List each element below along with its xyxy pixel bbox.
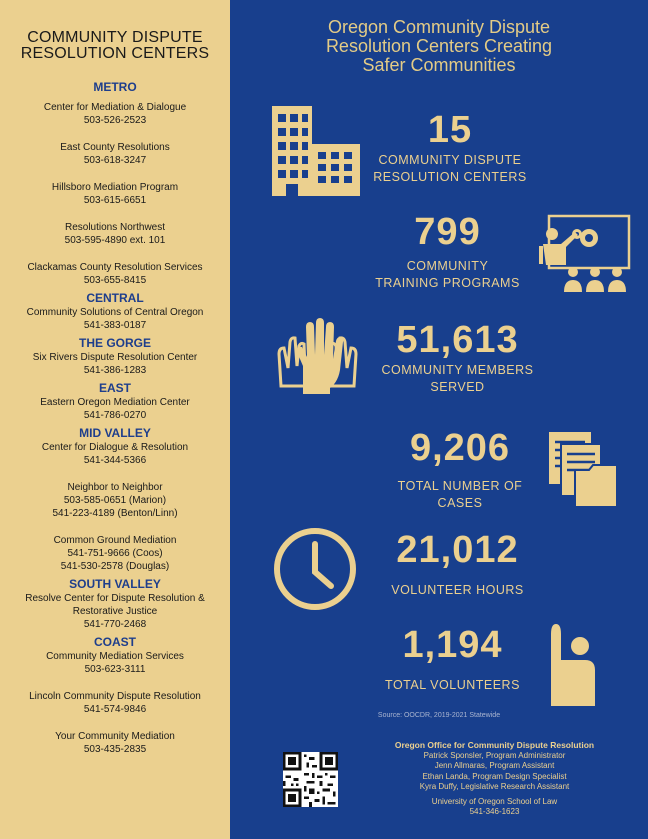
stat-training: [350, 212, 545, 292]
center-entry: [0, 534, 230, 573]
center-phone: 503-623-3111: [84, 664, 146, 675]
staff-line: Jenn Allmaras, Program Assistant: [434, 761, 555, 770]
center-phone: 541-751-9666 (Coos): [67, 548, 163, 559]
center-entry: [0, 650, 230, 676]
stat-label: RESOLUTION CENTERS: [373, 170, 527, 184]
region-heading: THE GORGE: [78, 336, 151, 350]
center-name: Resolutions Northwest: [64, 222, 166, 233]
center-entry: [0, 396, 230, 422]
center-phone: 541-386-1283: [83, 365, 147, 376]
case-files-icon: [547, 430, 622, 510]
center-entry: [0, 101, 230, 127]
directory-title: COMMUNITY DISPUTE RESOLUTION CENTERS: [20, 29, 210, 62]
region-heading: CENTRAL: [86, 291, 144, 305]
center-name: Six Rivers Dispute Resolution Center: [32, 352, 198, 363]
region-heading: METRO: [93, 80, 137, 94]
stat-label: TOTAL VOLUNTEERS: [385, 678, 520, 692]
center-phone: 503-585-0651 (Marion): [63, 495, 167, 506]
stat-number: 9,206: [409, 427, 511, 469]
center-entry: [0, 690, 230, 716]
center-name: Community Mediation Services: [46, 651, 184, 662]
stat-number: 51,613: [396, 319, 519, 361]
center-name: Your Community Mediation: [55, 731, 175, 742]
office-phone: 541-346-1623: [469, 807, 520, 816]
center-name: Community Solutions of Central Oregon: [26, 307, 204, 318]
center-entry: [0, 141, 230, 167]
region-heading: MID VALLEY: [79, 426, 151, 440]
center-entry: [0, 730, 230, 756]
university: University of Oregon School of Law: [431, 796, 558, 806]
stat-volunteer-hours: [365, 530, 550, 599]
center-phone: 503-618-3247: [83, 155, 147, 166]
center-phone: 541-786-0270: [83, 410, 147, 421]
center-phone: 503-435-2835: [83, 744, 147, 755]
raised-hand-volunteer-icon: [547, 620, 602, 708]
center-name: Common Ground Mediation: [53, 535, 177, 546]
center-name: Hillsboro Mediation Program: [51, 182, 179, 193]
region-heading: EAST: [98, 381, 131, 395]
source-note: Source: OOCDR, 2019-2021 Statewide: [377, 712, 501, 719]
staff-line: Kyra Duffy, Legislative Research Assistant: [419, 782, 570, 791]
stat-label: SERVED: [430, 380, 485, 394]
center-phone: 541-770-2468: [83, 619, 147, 630]
center-entry: [0, 441, 230, 467]
center-name: Resolve Center for Dispute Resolution &: [25, 593, 205, 604]
office-name: Oregon Office for Community Dispute Resolution: [394, 740, 595, 750]
center-entry: [0, 351, 230, 377]
stat-number: 1,194: [402, 624, 503, 666]
buildings-icon: [268, 104, 368, 197]
qr-code[interactable]: [283, 752, 338, 807]
center-directory: [0, 30, 230, 756]
center-entry: [0, 221, 230, 247]
stats-panel: [230, 0, 648, 839]
raised-hands-icon: [275, 316, 360, 396]
region-heading: COAST: [94, 635, 136, 649]
center-phone: 503-526-2523: [83, 115, 147, 126]
stat-label: CASES: [437, 496, 483, 510]
clock-icon: [272, 526, 358, 612]
center-entry: [0, 592, 230, 631]
office-contact: [342, 740, 647, 818]
center-name: Center for Dialogue & Resolution: [41, 442, 189, 453]
center-entry: [0, 481, 230, 520]
stat-cases: [370, 428, 550, 512]
training-presentation-icon: [537, 214, 632, 294]
stat-label: COMMUNITY DISPUTE: [378, 153, 522, 167]
center-name: East County Resolutions: [60, 142, 170, 153]
stat-label: COMMUNITY MEMBERS: [381, 363, 534, 377]
center-phone: 541-344-5366: [83, 455, 147, 466]
center-entry: [0, 306, 230, 332]
stat-label: VOLUNTEER HOURS: [391, 583, 524, 597]
center-phone: 503-655-8415: [83, 275, 147, 286]
center-phone: 541-574-9846: [83, 704, 147, 715]
center-name: Eastern Oregon Mediation Center: [40, 397, 190, 408]
center-name: Clackamas County Resolution Services: [27, 262, 203, 273]
staff-line: Ethan Landa, Program Design Specialist: [422, 771, 567, 781]
stat-number: 15: [427, 109, 473, 151]
stat-label: TOTAL NUMBER OF: [397, 479, 523, 493]
center-phone: 503-595-4890 ext. 101: [64, 235, 166, 246]
center-name: Restorative Justice: [72, 606, 158, 617]
page-title: Oregon Community Dispute Resolution Centers Creating Safer Communities: [325, 17, 553, 75]
stat-volunteers: [360, 625, 545, 694]
center-phone: 541-383-0187: [83, 320, 147, 331]
stat-centers: [355, 110, 545, 186]
center-name: Neighbor to Neighbor: [67, 482, 163, 493]
center-entry: [0, 181, 230, 207]
region-heading: SOUTH VALLEY: [69, 577, 161, 591]
stat-number: 799: [414, 211, 481, 253]
center-phone: 541-530-2578 (Douglas): [60, 561, 170, 572]
center-phone: 541-223-4189 (Benton/Linn): [52, 508, 178, 519]
stat-number: 21,012: [396, 529, 519, 571]
stat-label: TRAINING PROGRAMS: [375, 276, 520, 290]
stat-label: COMMUNITY: [406, 259, 489, 273]
center-name: Center for Mediation & Dialogue: [43, 102, 187, 113]
center-phone: 503-615-6651: [83, 195, 147, 206]
center-entry: [0, 261, 230, 287]
staff-line: Patrick Sponsler, Program Administrator: [423, 750, 566, 760]
center-name: Lincoln Community Dispute Resolution: [29, 691, 201, 702]
stat-community-served: [365, 320, 550, 396]
